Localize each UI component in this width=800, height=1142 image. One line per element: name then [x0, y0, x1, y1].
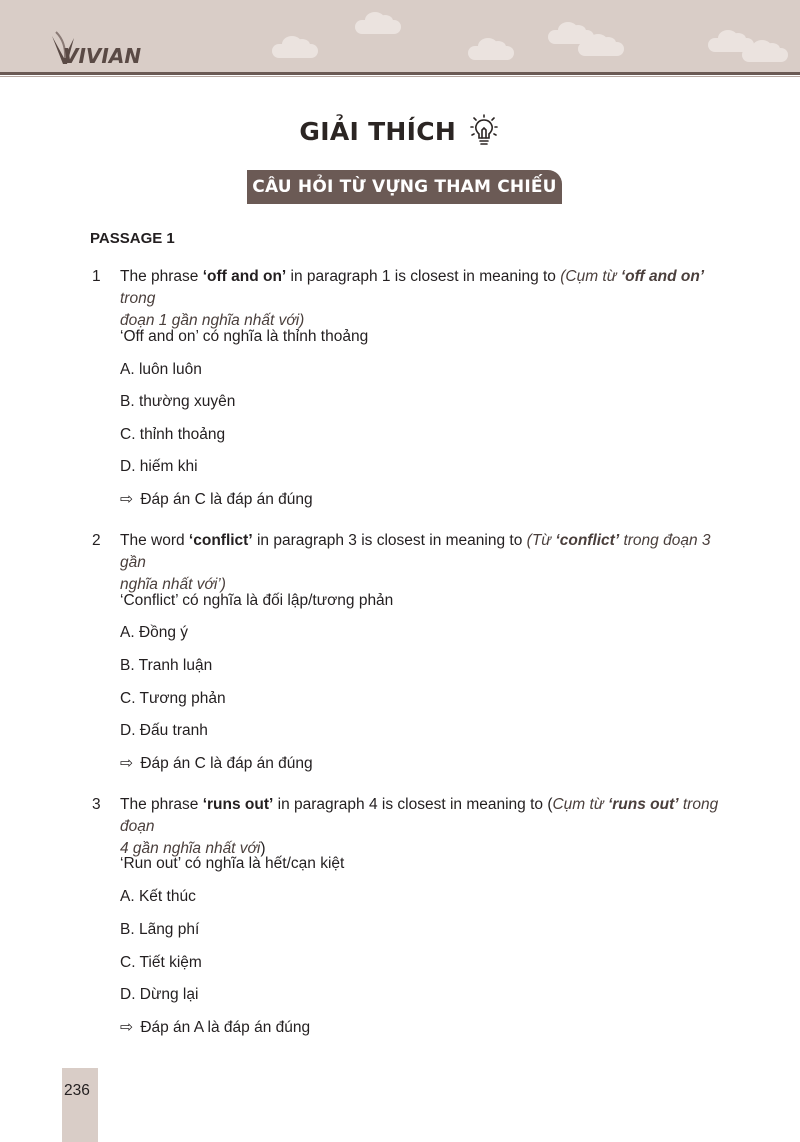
question-prefix: The word: [120, 532, 189, 549]
question-number: 2: [92, 532, 101, 549]
translation-term: ‘off and on’: [620, 268, 705, 285]
answer-text: Đáp án A là đáp án đúng: [140, 1019, 311, 1036]
translation-text: trong: [120, 290, 156, 307]
header-divider-thin: [0, 76, 800, 77]
answer-line: [120, 489, 313, 511]
arrow-right-icon: ⇨: [120, 491, 133, 508]
translation-close: ): [260, 840, 266, 857]
option: B. Tranh luận: [120, 657, 213, 674]
question-text: [120, 266, 725, 332]
translation-term: ‘conflict’: [555, 532, 620, 549]
option: C. Tương phản: [120, 690, 226, 707]
passage-label: PASSAGE 1: [90, 230, 175, 247]
translation-text: nghĩa nhất với’): [120, 576, 226, 593]
answer-text: Đáp án C là đáp án đúng: [140, 491, 313, 508]
option: D. Dừng lại: [120, 986, 199, 1003]
option: D. hiếm khi: [120, 458, 198, 475]
arrow-right-icon: ⇨: [120, 1019, 133, 1036]
option: C. thỉnh thoảng: [120, 426, 226, 443]
question-suffix: in paragraph 1 is closest in meaning to: [286, 268, 561, 285]
cloud-decoration: [578, 42, 624, 56]
answer-line: [120, 1017, 310, 1039]
option: D. Đấu tranh: [120, 722, 208, 739]
cloud-decoration: [742, 48, 788, 62]
option: A. Kết thúc: [120, 888, 196, 905]
page-number-tab: [62, 1068, 98, 1142]
option: A. Đồng ý: [120, 624, 189, 641]
arrow-right-icon: ⇨: [120, 755, 133, 772]
translation-text: trong đoạn 3 gần: [120, 532, 711, 571]
question-number: 3: [92, 796, 101, 813]
question-prefix: The phrase: [120, 796, 203, 813]
question-prefix: The phrase: [120, 268, 203, 285]
meaning-line: ‘Run out’ có nghĩa là hết/cạn kiệt: [120, 855, 345, 872]
question-number: 1: [92, 268, 101, 285]
meaning-line: ‘Conflict’ có nghĩa là đối lập/tương phản: [120, 592, 394, 609]
translation-term: ‘runs out’: [607, 796, 679, 813]
header-divider: [0, 72, 800, 75]
question-suffix: in paragraph 4 is closest in meaning to (: [273, 796, 553, 813]
translation-text: trong đoạn: [120, 796, 719, 835]
page-number: 236: [64, 1082, 90, 1099]
meaning-line: ‘Off and on’ có nghĩa là thỉnh thoảng: [120, 328, 369, 345]
option: C. Tiết kiệm: [120, 954, 202, 971]
translation-text: đoạn 1 gần nghĩa nhất với): [120, 312, 305, 329]
option: B. thường xuyên: [120, 393, 236, 410]
translation-text: 4 gần nghĩa nhất với: [120, 840, 261, 857]
option: B. Lãng phí: [120, 921, 200, 938]
translation-open: (Từ: [526, 532, 556, 549]
answer-line: [120, 753, 313, 775]
title-area: [0, 114, 800, 148]
translation-open: (Cụm từ: [560, 268, 621, 285]
question-term: ‘conflict’: [188, 532, 253, 549]
question-suffix: in paragraph 3 is closest in meaning to: [252, 532, 527, 549]
cloud-decoration: [272, 44, 318, 58]
answer-text: Đáp án C là đáp án đúng: [140, 755, 313, 772]
logo-text: VIVIAN: [63, 44, 142, 68]
question-term: ‘runs out’: [202, 796, 274, 813]
lightbulb-icon: [467, 114, 501, 148]
cloud-decoration: [355, 20, 401, 34]
cloud-decoration: [468, 46, 514, 60]
page-title: GIẢI THÍCH: [299, 116, 457, 146]
question-term: ‘off and on’: [202, 268, 287, 285]
question-text: [120, 530, 725, 596]
translation-open: Cụm từ: [552, 796, 608, 813]
question-text: [120, 794, 725, 860]
option: A. luôn luôn: [120, 361, 202, 378]
section-heading: CÂU HỎI TỪ VỰNG THAM CHIẾU: [247, 170, 562, 204]
